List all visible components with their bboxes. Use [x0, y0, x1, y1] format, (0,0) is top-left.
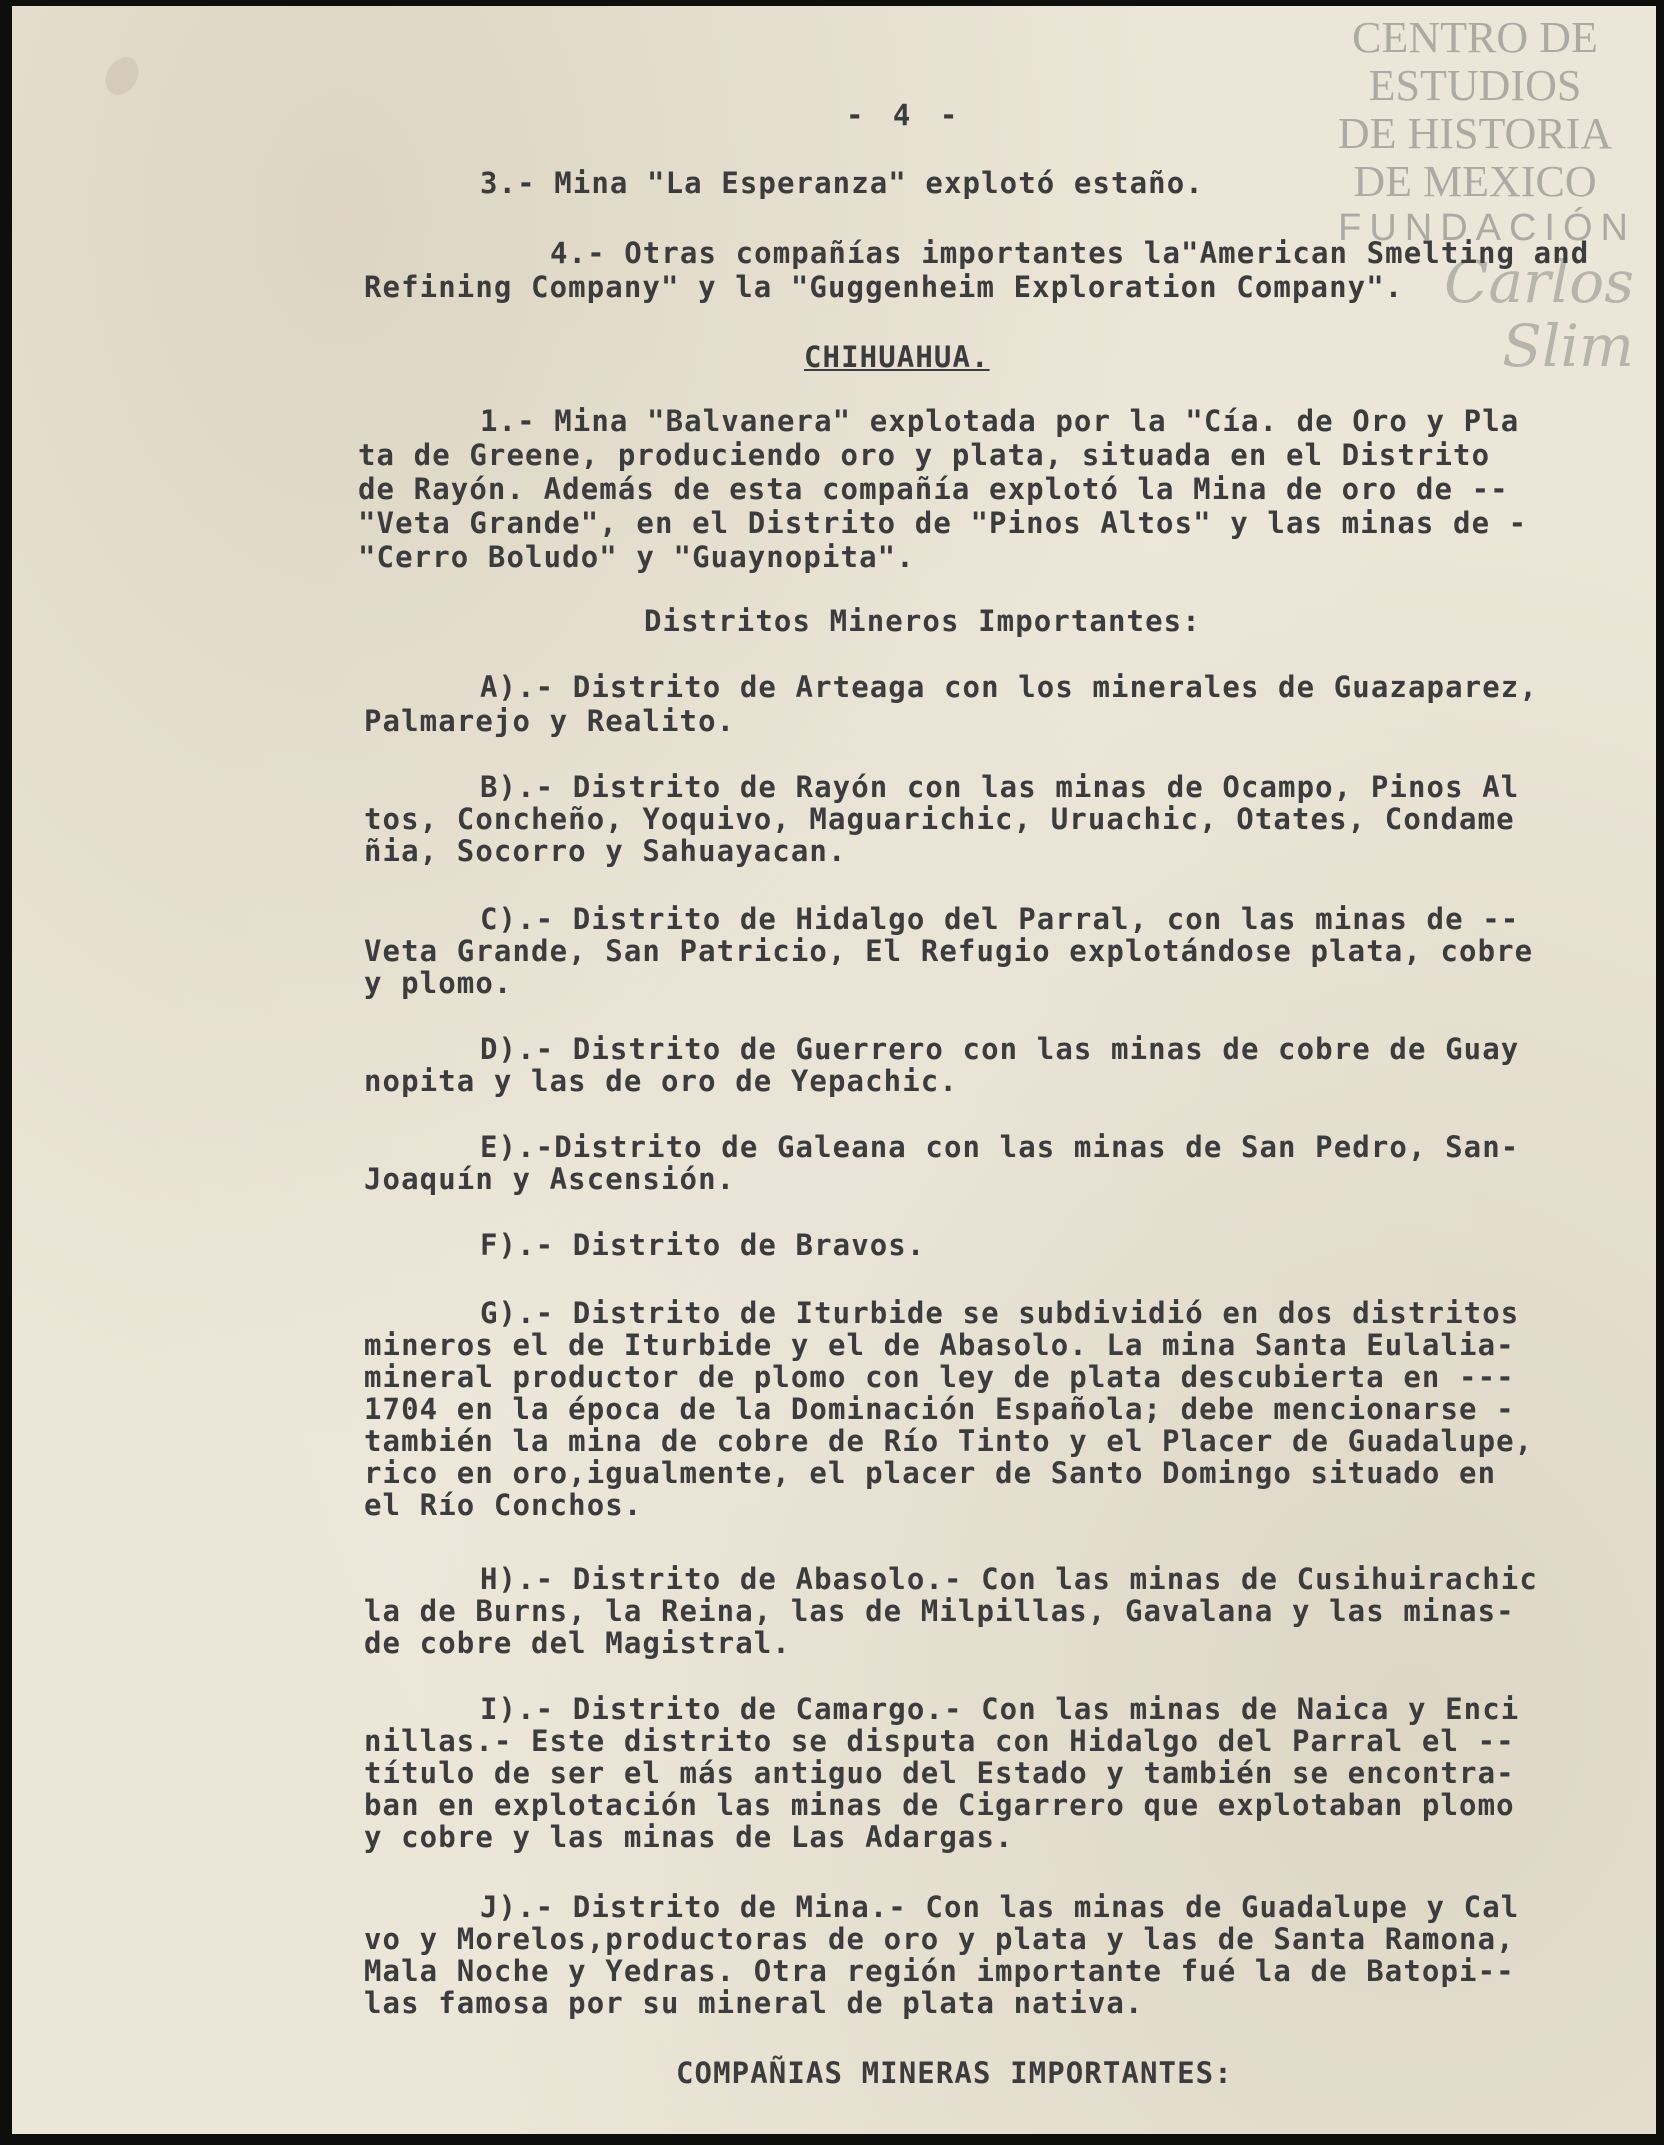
district-line: tos, Concheño, Yoquivo, Maguarichic, Uruachic, Otates, Condame	[364, 802, 1515, 836]
district-line: Joaquín y Ascensión.	[364, 1162, 736, 1196]
district-line: 1704 en la época de la Dominación Española; debe mencionarse -	[364, 1392, 1515, 1426]
district-line: y plomo.	[364, 966, 513, 1000]
district-line: rico en oro,igualmente, el placer de Santo Domingo situado en	[364, 1456, 1497, 1490]
district-line: F).- Distrito de Bravos.	[480, 1228, 926, 1262]
district-line: C).- Distrito de Hidalgo del Parral, con las minas de --	[480, 902, 1520, 936]
district-line: ban en explotación las minas de Cigarrero que explotaban plomo	[364, 1788, 1515, 1822]
district-line: la de Burns, la Reina, las de Milpillas, Gavalana y las minas-	[364, 1594, 1515, 1628]
district-line: G).- Distrito de Iturbide se subdividió en dos distritos	[480, 1296, 1520, 1330]
district-line: Palmarejo y Realito.	[364, 704, 736, 738]
district-line: I).- Distrito de Camargo.- Con las minas de Naica y Enci	[480, 1692, 1520, 1726]
text-line: "Veta Grande", en el Distrito de "Pinos Altos" y las minas de -	[358, 506, 1528, 540]
district-line: nillas.- Este distrito se disputa con Hidalgo del Parral el --	[364, 1724, 1515, 1758]
watermark-foundation: FUNDACIÓN	[1338, 207, 1636, 249]
district-line: el Río Conchos.	[364, 1488, 643, 1522]
section-heading: CHIHUAHUA.	[804, 340, 990, 374]
district-line: A).- Distrito de Arteaga con los minerales de Guazaparez,	[480, 670, 1538, 704]
document-page	[12, 6, 1656, 2134]
district-line: mineral productor de plomo con ley de plata descubierta en ---	[364, 1360, 1515, 1394]
district-line: Mala Noche y Yedras. Otra región importante fué la de Batopi--	[364, 1954, 1515, 1988]
text-line: 3.- Mina "La Esperanza" explotó estaño.	[480, 166, 1204, 200]
district-line: las famosa por su mineral de plata nativa.	[364, 1986, 1144, 2020]
district-line: J).- Distrito de Mina.- Con las minas de Guadalupe y Cal	[480, 1890, 1520, 1924]
district-line: vo y Morelos,productoras de oro y plata y las de Santa Ramona,	[364, 1922, 1515, 1956]
district-line: H).- Distrito de Abasolo.- Con las minas de Cusihuirachic	[480, 1562, 1538, 1596]
district-line: E).-Distrito de Galeana con las minas de San Pedro, San-	[480, 1130, 1520, 1164]
text-line: 1.- Mina "Balvanera" explotada por la "Cía. de Oro y Pla	[480, 404, 1520, 438]
text-line: 4.- Otras compañías importantes la"American Smelting and	[550, 236, 1590, 270]
district-line: D).- Distrito de Guerrero con las minas de cobre de Guay	[480, 1032, 1520, 1066]
district-line: también la mina de cobre de Río Tinto y el Placer de Guadalupe,	[364, 1424, 1534, 1458]
watermark-line: ESTUDIOS	[1368, 61, 1582, 110]
text-line: ta de Greene, produciendo oro y plata, situada en el Distrito	[358, 438, 1491, 472]
district-line: nopita y las de oro de Yepachic.	[364, 1064, 958, 1098]
district-line: título de ser el más antiguo del Estado y también se encontra-	[364, 1756, 1515, 1790]
smudge-mark	[99, 51, 145, 101]
watermark-line: DE MEXICO	[1353, 157, 1597, 206]
text-line: Refining Company" y la "Guggenheim Exploration Company".	[364, 270, 1404, 304]
watermark-line: CENTRO DE	[1352, 13, 1598, 62]
archive-watermark	[1310, 14, 1640, 378]
text-line: "Cerro Boludo" y "Guaynopita".	[358, 540, 915, 574]
district-line: B).- Distrito de Rayón con las minas de Ocampo, Pinos Al	[480, 770, 1520, 804]
page-number: - 4 -	[846, 98, 964, 132]
district-line: Veta Grande, San Patricio, El Refugio explotándose plata, cobre	[364, 934, 1534, 968]
companies-heading: COMPAÑIAS MINERAS IMPORTANTES:	[676, 2056, 1233, 2090]
districts-heading: Distritos Mineros Importantes:	[644, 604, 1201, 638]
district-line: y cobre y las minas de Las Adargas.	[364, 1820, 1014, 1854]
district-line: ñia, Socorro y Sahuayacan.	[364, 834, 847, 868]
district-line: mineros el de Iturbide y el de Abasolo. La mina Santa Eulalia-	[364, 1328, 1515, 1362]
watermark-line: DE HISTORIA	[1337, 109, 1613, 158]
watermark-signature: Carlos Slim	[1444, 248, 1634, 380]
text-line: de Rayón. Además de esta compañía explotó la Mina de oro de --	[358, 472, 1509, 506]
district-line: de cobre del Magistral.	[364, 1626, 791, 1660]
